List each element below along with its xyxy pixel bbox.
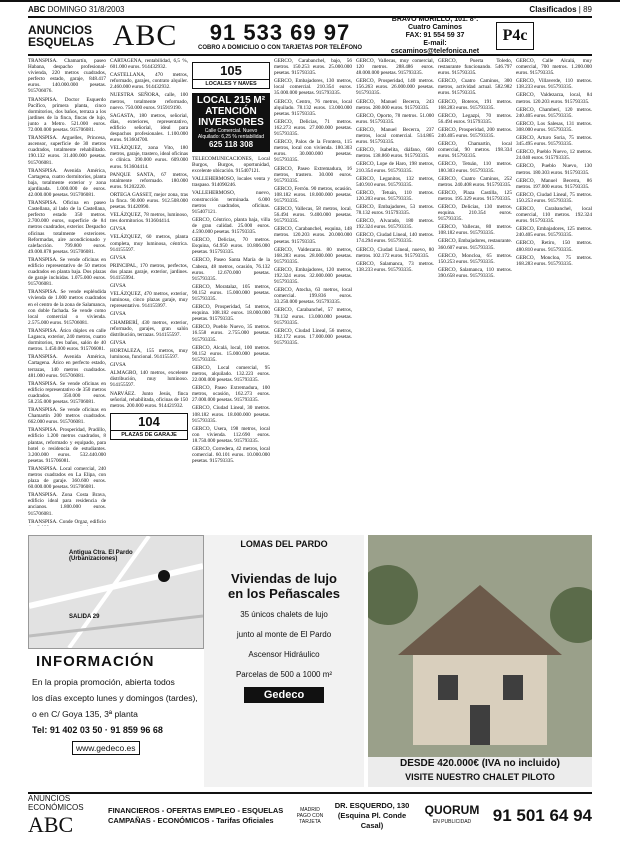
- classified-ad: GERCO, Corredera, 42 metros, local comercial. 60.101 euros. 10.000.000 pesetas. 915793335.: [192, 446, 270, 465]
- promo-brand: LOMAS DEL PARDO: [240, 539, 328, 549]
- classified-ad: GERCO, Manuel Becerra, 243 metros. 280.000 euros. 915793335.: [356, 98, 434, 111]
- classified-ad: GIVSA: [110, 339, 126, 346]
- local-ad-box: LOCAL 215 M² ATENCIÓN INVERSORES Calle Comercial. Nuevo Alquilado: 6,25 % rentabilidad 625 118 308: [192, 93, 270, 152]
- classified-ad: GERCO, Cuatro Caminos, 252 metros. 240.408 euros. 915793335.: [438, 175, 512, 188]
- column-3: [192, 58, 270, 526]
- classified-ad: VELÁZQUEZ, 78 metros, luminoso, tres dormitorios. 913604414.: [110, 212, 188, 225]
- classified-ad: VELÁZQUEZ, zona Vito, 180 metros, garaje, trastero, ideal oficinas o clínica. 390.000 euros. 609.000 euros. 913604414.: [110, 145, 188, 170]
- classifieds-banner: [28, 16, 592, 56]
- classified-ad: GERCO, Chamartín, local comercial, 90 metros. 198.334 euros. 915793335.: [438, 141, 512, 160]
- classified-ad: GERCO, Usera, 198 metros, local con vivienda. 112.690 euros. 18.750.000 pesetas. 915793335.: [192, 425, 270, 444]
- classified-ad: NARVÁEZ. Junto Jesús, finca señorial, rehabilitada, oficinas de 150 metros. 200.000 euros. 914421932.: [110, 390, 188, 409]
- classified-ad: GERCO, Moratalaz, 105 metros, 90.152 euros. 15.000.000 pesetas. 915793335.: [192, 283, 270, 302]
- classified-ad: GERCO, Céntrico, planta baja, villa de gran calidad. 25.000 euros. 4.590.000 pesetas. 915793335.: [192, 216, 270, 236]
- footer-services: FINANCIEROS - OFERTAS EMPLEO - ESQUELAS CAMPAÑAS - ECONÓMICOS - Tarifas Oficiales: [108, 806, 284, 825]
- classified-ad: GERCO, Tetuán, 110 metros. 180.303 euros. 915793335.: [438, 161, 512, 174]
- classified-ad: GERCO, Pueblo Nuevo, 130 metros. 180.303 euros. 915793335.: [516, 163, 592, 176]
- classified-ad: CARTAGENA, rentabilidad, 6,5 %, 601.000 euros. 914432932.: [110, 58, 188, 71]
- classified-ad: GERCO, Ciudad Lineal, 30 metros. 108.182 euros. 18.000.000 pesetas. 915793335.: [192, 405, 270, 424]
- classified-ad: GIVSA: [110, 362, 126, 369]
- classified-ad: GERCO, Cuatro Caminos, 300 metros, actividad actual. 582.982 euros. 915793335.: [438, 78, 512, 97]
- classified-ad: PRINCIPAL, 170 metros, perfectos, dos plazas garaje, exterior, jardines. 914155994.: [110, 262, 188, 281]
- classified-ad: GERCO, Embajadores, 130 metros, local comercial. 210.354 euros. 35.000.000 pesetas. 915793335.: [274, 78, 352, 97]
- classified-ad: TRANSPISA. Se vende oficinas en Chamartín 200 metros cuadrados. 662.000 euros. 915706081.: [28, 407, 106, 426]
- information-block: INFORMACIÓN En la propia promoción, abierta todos los días excepto lunes y domingos (tardes), o en C/ Goya 135, 3ª planta Tel: 91 402 03 50 · 91 859 96 68 www.gedeco.es: [28, 653, 202, 787]
- classified-ad: TRANSPISA. Arguelles, Princesa, ascensor, superficie de 30 metros cuadrados, totalmente rehabilitado. 190.132 euros. 31.400.000 pesetas. 915706081.: [28, 135, 106, 166]
- page-footer: [28, 792, 592, 838]
- classified-ad: GERCO, Prosperidad, 200 metros. 240.405 euros. 915793335.: [438, 126, 512, 140]
- classified-ad: GERCO, Tetuán, 110 metros. 120.203 euros. 915793335.: [356, 189, 434, 202]
- classified-ad: TRANSPISA. Zona Costa Brava, edificio ideal para residencia de ancianos. 1.800.000 euros. 915706081.: [28, 492, 106, 517]
- classified-ad: GERCO, Salamanca, 73 metros. 138.233 euros. 915793335.: [356, 260, 434, 273]
- classified-ad: TRANSPISA. Se vende espléndida vivienda de 1.000 metros cuadrados en el centro de la zona de Salamanca, con doble fachada. Se vende como local comercial o vivienda. 2.575.000 euros. 915706081.: [28, 289, 106, 326]
- classified-ad: GERCO, Oporto, 78 metros. 51.000 euros. 915793335.: [356, 112, 434, 125]
- footer-phone: 91 501 64 94: [492, 806, 592, 825]
- classified-ad: GERCO, Vallecas, 80 metros. 108.182 euros. 915793335.: [438, 224, 512, 237]
- classified-ad: VELÁZQUEZ, 60 metros, planta completa, muy luminosa, céntrica. 914155597.: [110, 234, 188, 253]
- classified-ad: GERCO, Palos de la Frontera, 115 metros, local con vivienda. 180.303 euros. 30.000.000 pesetas. 915793335.: [274, 139, 352, 164]
- classified-ad: GERCO, Valdezarza. 80 metros, 168.283 euros. 28.000.000 pesetas. 915793335.: [274, 246, 352, 265]
- house-photo-graphic: [368, 535, 592, 757]
- promo-headline: Viviendas de lujo: [231, 571, 337, 586]
- classified-ad: TRANSPISA. Ático dúplex en calle Lagasca, exterior, 240 metros, cuatro dormitorios, tres baños, salón de 40 metros. 1.450.000 euros. 915706081.: [28, 327, 106, 353]
- classified-ad: GERCO, Ciudad Lineal, nuevo, 80 metros. 102.172 euros. 915793335.: [356, 246, 434, 259]
- classified-ad: GERCO, Chamberí, 120 metros. 240.405 euros. 915793335.: [516, 106, 592, 119]
- classified-ad: GERCO, Embajadores, restaurante. 360.607 euros. 915793335.: [438, 238, 512, 251]
- column-4: [274, 58, 352, 526]
- classified-ad: GERCO, Ciudad Lineal, 56 metros, 102.172 euros. 17.000.000 pesetas. 915793335.: [274, 327, 352, 346]
- classified-ad: GERCO, Valdezarza, local, 84 metros. 120.203 euros. 915793335.: [516, 92, 592, 105]
- classified-ad: VALLEHERMOSO, nuevo, construcción terminada. 6.000 metros cuadrados, oficinas. 915407121.: [192, 190, 270, 215]
- classified-ad: GERCO, Calle Alcalá, muy comercial, 700 metros. 1.200.000 euros. 915793335.: [516, 58, 592, 77]
- classified-ad: GERCO, Moncloa, 75 metros. 168.283 euros. 915793335.: [516, 254, 592, 267]
- classified-ad: GERCO, Prosperidad, 54 metros, esquina. 108.182 euros. 18.000.000 pesetas. 915793335.: [192, 304, 270, 323]
- classified-ad: GERCO, Delicias, 71 metros. 162.273 euros. 27.000.000 pesetas. 915793335.: [274, 118, 352, 138]
- classified-ad: TRANSPISA. Doctor Esquerdo Pacífico, primera planta, cinco dormitorios, dos baños, terraza a los jardines de la finca, fincas de lujo, junto a Metro. 521.000 euros. 72.000.000 pesetas. 915706081.: [28, 96, 106, 134]
- classified-ad: GERCO, Retiro, 150 metros. 480.810 euros. 915793335.: [516, 240, 592, 253]
- classified-ad: TRANSPISA. Se vende oficinas en edificio representativo de 50 metros cuadrados en planta baja. Dos plazas de garaje incluidas. 1.075.000 euros. 915706081.: [28, 256, 106, 288]
- classified-ad: GERCO, Puerta Toledo, restaurante funcionando. 546.797 euros. 915793335.: [438, 58, 512, 77]
- classified-ad: GERCO, Atocha, 63 metros, local comercial. 199.836 euros. 33.250.000 pesetas. 915793335.: [274, 287, 352, 306]
- footer-brand: ANUNCIOS ECONÓMICOS ABC: [28, 794, 84, 837]
- section-105: 105 LOCALES Y NAVES: [192, 62, 270, 89]
- classified-ad: GERCO, Carabanchel, esquina, 148 metros. 120.203 euros. 20.000.000 pesetas. 915793335.: [274, 226, 352, 245]
- footer-address: DR. ESQUERDO, 130 (Esquina Pl. Conde Casal): [334, 801, 410, 830]
- classified-ad: GERCO, Manuel Becerra, 237 metros, local comercial. 514.865 euros. 915793335.: [356, 126, 434, 146]
- classified-ad: GERCO, Ciudad Lineal, 140 metros. 174.294 euros. 915793335.: [356, 232, 434, 245]
- classified-ad: TRANSPISA. Se vende oficinas en edificio representativo de 350 metros cuadrados. 350.000 euros. 58.235.000 pesetas. 915706081.: [28, 380, 106, 405]
- classified-ad: GERCO, Plaza Castilla, 125 metros. 195.329 euros. 915793335.: [438, 189, 512, 202]
- classified-ad: GIVSA: [110, 283, 126, 290]
- classified-ad: GERCO, Local comercial, 95 metros, alquilado. 132.223 euros. 22.000.000 pesetas. 915793335.: [192, 364, 270, 384]
- classified-ad: GERCO, Salamanca, 110 metros. 390.658 euros. 915793335.: [438, 266, 512, 279]
- classified-ad: TRANSPISA. Avenida América, Cartagena, cuatro dormitorios, planta baja, totalmente exterior y zona ajardinada. 1.000.000 de euros. 42.000.000 pesetas. 915706081.: [28, 167, 106, 198]
- classified-ad: GERCO, Delicias, 130 metros, esquina. 210.354 euros. 915793335.: [438, 203, 512, 223]
- classified-ad: TRANSPISA. Chamartín, paseo Habana, despacho profesional-vivienda, 220 metros cuadrados, perfecto estado, garaje, 848.417 euros. 140.000.000 pesetas. 915706076.: [28, 58, 106, 95]
- header-right: Clasificados | 89: [529, 4, 592, 14]
- classified-ad: GERCO, Manuel Becerra, 86 metros. 197.000 euros. 915793335.: [516, 177, 592, 190]
- map-exit-label: SALIDA 29: [69, 614, 100, 620]
- promo-panel: LOMAS DEL PARDO Viviendas de lujo en los Peñascales 35 únicos chalets de lujo junto al monte de El Pardo Ascensor Hidráulico Parcelas de 500 a 1000 m² Gedeco: [204, 535, 364, 787]
- classified-ad: GERCO, Legazpi, 70 metros. 56.494 euros. 915793335.: [438, 112, 512, 125]
- classified-ad: GERCO, Lope de Haro, 198 metros, 210.354 euros. 915793335.: [356, 161, 434, 174]
- classified-ad: GERCO, Boteros, 191 metros. 168.283 euros. 915793335.: [438, 98, 512, 111]
- column-6: [438, 58, 512, 526]
- classified-ad: GERCO, Isabelita, diáfano, 600 metros. 138.860 euros. 915793335.: [356, 147, 434, 160]
- classified-ad: GERCO, Paseo Extremadura, 16 metros, trastero. 30.000 euros. 915793335.: [274, 165, 352, 184]
- classified-ad: GERCO, Arturo Soria, 75 metros. 345.495 euros. 915793335.: [516, 135, 592, 148]
- classified-ad: TRANSPISA. Local comercial, 240 metros cuadrados en La Elipa, con plaza de garaje. 360.600 euros. 60.000.000 pesetas. 915706081.: [28, 465, 106, 491]
- classified-ad: GERCO, Pueblo Nuevo, 35 metros. 16.558 euros. 2.755.000 pesetas. 915793335.: [192, 324, 270, 343]
- classified-ad: GERCO, Los Salesas, 131 metros. 308.000 euros. 915793335.: [516, 120, 592, 133]
- classified-ad: GERCO, Paseo Santa María de la Cabeza, 48 metros, ocasión, 76.132 euros. 12.670.000 pesetas. 915793335.: [192, 257, 270, 282]
- banner-logo: P4c: [496, 22, 534, 50]
- classified-ad: GERCO, Embajadores, 125 metros. 240.405 euros. 915793335.: [516, 226, 592, 239]
- classified-ad: GERCO, Carabanchel, local comercial, 110 metros. 192.324 euros. 915793335.: [516, 205, 592, 225]
- banner-phone: 91 533 69 97 COBRO A DOMICILIO O CON TARJETAS POR TELÉFONO: [197, 20, 362, 51]
- classified-ad: GERCO, Delicias, 70 metros. Esquina, 64.950 euros. 10.806.000 pesetas. 915793335.: [192, 237, 270, 256]
- chalet-photo: [368, 535, 592, 787]
- classified-ad: CHAMBERÍ, 430 metros, exterior, reformado, garajes, gran salón distribución, terrazas. 914155597.: [110, 319, 188, 338]
- classified-ad: ALMAGRO, 140 metros, excelente distribución, muy luminoso. 914155597.: [110, 370, 188, 389]
- info-title: INFORMACIÓN: [36, 653, 155, 670]
- column-2: [110, 58, 188, 526]
- location-map: [28, 535, 204, 649]
- footer-badge: MADRID PAGO CON TARJETA: [296, 807, 324, 825]
- page-header: [28, 3, 592, 15]
- column-7: [516, 58, 592, 526]
- classified-ad: GERCO, Pueblo Nuevo, 12 metros. 24.040 euros. 915793335.: [516, 149, 592, 162]
- map-road-label: Antigua Ctra. El Pardo (Urbanizaciones): [69, 550, 133, 562]
- classified-ad: GERCO, Alvarado, 180 metros. 192.324 euros. 915793335.: [356, 218, 434, 231]
- classified-ad: SAGASTA, 180 metros, señorial, días, exteriores, representativo, edificio señorial, ideal para despachos profesionales. 1.100.000 euros. 913604700.: [110, 112, 188, 144]
- classified-ad: GERCO, Ciudad Lineal, 75 metros. 150.253 euros. 915793335.: [516, 191, 592, 204]
- classified-ad: GERCO, Ferrón. 90 metros, ocasión. 108.182 euros. 18.000.000 pesetas. 915793335.: [274, 185, 352, 204]
- classified-ad: GERCO, Vallecas, muy comercial, 120 metros. 288.486 euros. 48.000.000 pesetas. 915793335.: [356, 58, 434, 77]
- banner-address: BRAVO MURILLO, 101. 8º. Cuatro Caminos FAX: 91 554 59 37 E-mail: cscaminos@telefonica.net: [390, 16, 480, 55]
- classified-ad: GIVSA: [110, 254, 126, 261]
- classified-ad: PANQUE SANTA, 67 metros, totalmente reformado. 180.000 euros. 91202220.: [110, 171, 188, 190]
- classified-ad: GERCO, Carabanchel, 57 metros, 78.132 euros. 13.000.000 pesetas. 915793335.: [274, 307, 352, 326]
- classified-ad: CASTELLANA, 470 metros, reformado, garajes, contrato alquiler. 2.460.000 euros. 914432932.: [110, 72, 188, 91]
- column-5: [356, 58, 434, 526]
- classified-ad: GERCO, Leganitos, 132 metros, 540.910 euros. 915793335.: [356, 175, 434, 188]
- classified-ad: GERCO, Centro, 76 metros, local alquilado. 78.132 euros. 13.000.000 pesetas. 915793335.: [274, 98, 352, 117]
- column-1: [28, 58, 106, 526]
- classified-ad: GERCO, Embajadores, 120 metros, 192.324 euros. 32.000.000 pesetas. 915793335.: [274, 266, 352, 286]
- banner-brand: ABC: [112, 19, 178, 52]
- classified-ad: GIVSA: [110, 311, 126, 318]
- classified-ad: ORTEGA GASSET, mejor zona, tras la finca. 90.000 euros. 912.508.000 pesetas. 91420990.: [110, 191, 188, 211]
- top-rule: [0, 0, 620, 2]
- classified-ad: GIVSA: [110, 226, 126, 233]
- classified-ad: VALLEHERMOSO, locales venta y traspaso. 914090246.: [192, 176, 270, 189]
- classified-ad: HORTALEZA, 155 metros, muy luminoso, funcional. 914155597.: [110, 347, 188, 361]
- header-left: ABC DOMINGO 31/8/2003: [28, 4, 125, 14]
- classified-ad: GERCO, Vallecas, 58 metros, local. 56.494 euros. 9.400.000 pesetas. 915793335.: [274, 206, 352, 225]
- banner-title: ANUNCIOS ESQUELAS: [28, 23, 95, 49]
- info-phone: Tel: 91 402 03 50 · 91 859 96 68: [32, 725, 163, 735]
- classified-ad: TRANSPISA. Avenida América, Cartagena. Ático en perfecto estado, terrazas, 140 metros cuadrados. 481.000 euros. 915706081.: [28, 354, 106, 379]
- classified-columns: [28, 58, 592, 526]
- classified-ad: GERCO, Moncloa, 65 metros. 150.253 euros. 915793335.: [438, 252, 512, 265]
- classified-ad: TELECOMUNICACIONES, Local Burgos, Burgos, oportunidad, excelente ubicación. 915407121.: [192, 156, 270, 175]
- info-website[interactable]: www.gedeco.es: [72, 741, 140, 755]
- price-banner: DESDE 420.000€ (IVA no incluido) VISITE NUESTRO CHALET PILOTO: [368, 757, 592, 787]
- classified-ad: GERCO, Prosperidad, 140 metros. 156.263 euros. 26.000.000 pesetas. 915793335.: [356, 78, 434, 97]
- classified-ad: GERCO, Carabanchel, bajo, 56 metros. 150.253 euros. 25.000.000 pesetas. 915793335.: [274, 58, 352, 77]
- footer-quorum: QUORUM EN PUBLICIDAD: [424, 803, 480, 825]
- section-104: 104 PLAZAS DE GARAJE: [110, 413, 188, 440]
- classified-ad: TRANSPISA. Conde Orgaz, edificio: [28, 518, 106, 525]
- classified-ad: TRANSPISA. Prosperidad, Pradillo, edificio 1.200 metros cuadrados, 8 plantas, reformado y equipado, para hotel o residencia de estudiantes. 3.200.000 euros. 532.440.000 pesetas. 915706081.: [28, 427, 106, 464]
- classified-ad: NUESTRA SEÑORA, calle, 100 metros, totalmente reformado, nuevo. 750.000 euros. 915919190.: [110, 92, 188, 111]
- classified-ad: GERCO, Alcalá, local, 100 metros. 90.152 euros. 15.000.000 pesetas. 915793335.: [192, 344, 270, 363]
- classified-ad: GERCO, Paseo Extremadura, 100 metros, ocasión, 162.273 euros. 27.000.000 pesetas. 915793335.: [192, 385, 270, 404]
- gedeco-logo: Gedeco: [244, 687, 324, 703]
- classified-ad: GERCO, Embajadores, 53 metros. 78.132 euros. 915793335.: [356, 203, 434, 217]
- classified-ad: VELÁZQUEZ, 470 metros, exterior, luminoso, cinco plazas garaje, muy representativo. 914155997.: [110, 291, 188, 310]
- classified-ad: TRANSPISA. Oficina en paseo Castellana, al lado de la Castellana, perfecto estado 350 metros. 2.700.000 euros, superficie de 84 metros cuadrados, exterior. Despacho oficinas totalmente exteriores. Reformadas, aire acondicionado y calefacción. 799.800 euros. 49.000.878 pesetas. 915706081.: [28, 200, 106, 255]
- classified-ad: GERCO, Villaverde, 110 metros. 138.233 euros. 915793335.: [516, 78, 592, 91]
